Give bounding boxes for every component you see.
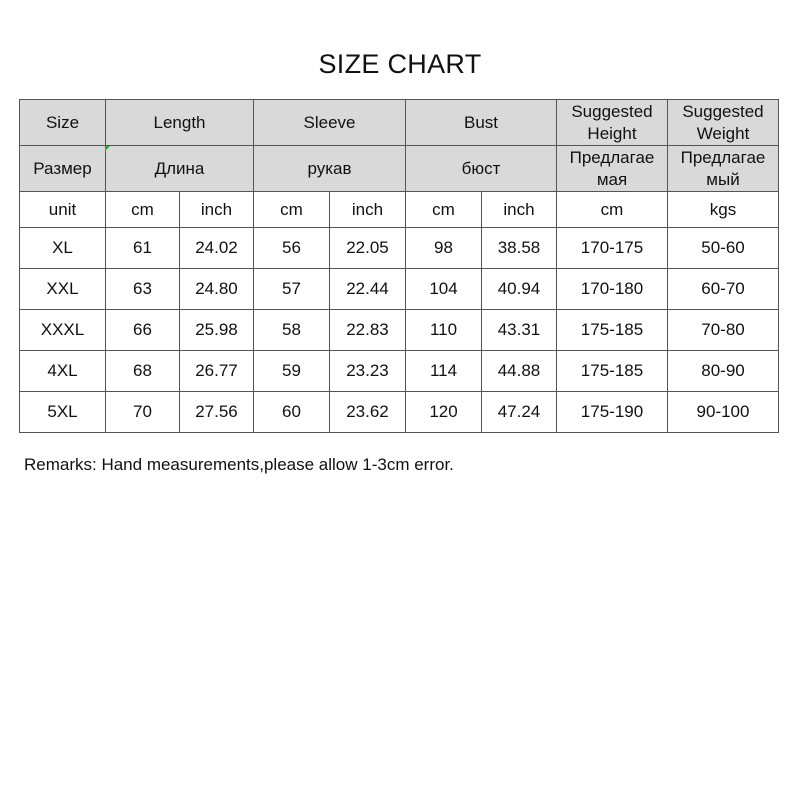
header-ru-weight-line2: мый [706, 169, 740, 189]
table-cell: 47.24 [482, 392, 557, 433]
table-cell: 40.94 [482, 269, 557, 310]
table-cell: 175-185 [557, 351, 668, 392]
header-row-russian [20, 146, 779, 192]
table-cell: 22.83 [330, 310, 406, 351]
table-cell: 80-90 [668, 351, 779, 392]
header-ru-weight [668, 146, 779, 192]
header-weight-line2: Weight [696, 123, 750, 143]
table-cell: 23.23 [330, 351, 406, 392]
unit-cell: kgs [668, 192, 779, 228]
size-cell: XL [20, 228, 106, 269]
header-ru-length: Длина [106, 146, 254, 192]
table-cell: 27.56 [180, 392, 254, 433]
table-cell: 63 [106, 269, 180, 310]
table-cell: 50-60 [668, 228, 779, 269]
table-cell: 58 [254, 310, 330, 351]
header-weight-line1: Suggested [682, 101, 764, 121]
header-ru-sleeve: рукав [254, 146, 406, 192]
table-cell: 114 [406, 351, 482, 392]
table-cell: 22.44 [330, 269, 406, 310]
table-cell: 25.98 [180, 310, 254, 351]
remarks-note: Remarks: Hand measurements,please allow 1-3cm error. [24, 455, 454, 474]
header-bust: Bust [406, 100, 557, 146]
table-cell: 61 [106, 228, 180, 269]
table-cell: 66 [106, 310, 180, 351]
table-cell: 70-80 [668, 310, 779, 351]
table-cell: 60-70 [668, 269, 779, 310]
unit-cell: unit [20, 192, 106, 228]
table-cell: 23.62 [330, 392, 406, 433]
table-cell: 24.80 [180, 269, 254, 310]
table-cell: 98 [406, 228, 482, 269]
header-ru-weight-line1: Предлагае [680, 147, 766, 167]
header-ru-size: Размер [20, 146, 106, 192]
unit-cell: cm [557, 192, 668, 228]
header-ru-bust: бюст [406, 146, 557, 192]
table-cell: 26.77 [180, 351, 254, 392]
table-row [20, 351, 779, 392]
header-height-line1: Suggested [571, 101, 653, 121]
table-cell: 43.31 [482, 310, 557, 351]
table-row [20, 269, 779, 310]
header-suggested-weight [668, 100, 779, 146]
table-cell: 170-175 [557, 228, 668, 269]
table-cell: 120 [406, 392, 482, 433]
table-cell: 56 [254, 228, 330, 269]
page-title: SIZE CHART [318, 49, 482, 79]
table-cell: 68 [106, 351, 180, 392]
header-ru-height-line2: мая [596, 169, 628, 189]
header-suggested-height [557, 100, 668, 146]
table-cell: 24.02 [180, 228, 254, 269]
table-cell: 110 [406, 310, 482, 351]
table-row [20, 392, 779, 433]
table-cell: 70 [106, 392, 180, 433]
header-length: Length [106, 100, 254, 146]
header-height-line2: Height [587, 123, 637, 143]
header-ru-height-line1: Предлагае [569, 147, 655, 167]
table-cell: 38.58 [482, 228, 557, 269]
unit-cell: inch [482, 192, 557, 228]
cell-comment-marker [105, 146, 110, 151]
table-cell: 57 [254, 269, 330, 310]
header-sleeve: Sleeve [254, 100, 406, 146]
table-cell: 175-185 [557, 310, 668, 351]
table-cell: 44.88 [482, 351, 557, 392]
header-row-english [20, 100, 779, 146]
unit-cell: cm [106, 192, 180, 228]
size-cell: XXXL [20, 310, 106, 351]
size-cell: 4XL [20, 351, 106, 392]
table-cell: 60 [254, 392, 330, 433]
table-cell: 104 [406, 269, 482, 310]
table-row [20, 228, 779, 269]
size-cell: 5XL [20, 392, 106, 433]
table-cell: 22.05 [330, 228, 406, 269]
size-chart-table [19, 99, 779, 433]
unit-cell: cm [406, 192, 482, 228]
units-row [20, 192, 779, 228]
table-cell: 170-180 [557, 269, 668, 310]
table-row [20, 310, 779, 351]
header-size: Size [20, 100, 106, 146]
unit-cell: inch [180, 192, 254, 228]
unit-cell: inch [330, 192, 406, 228]
size-cell: XXL [20, 269, 106, 310]
table-cell: 90-100 [668, 392, 779, 433]
header-ru-height [557, 146, 668, 192]
table-cell: 59 [254, 351, 330, 392]
table-cell: 175-190 [557, 392, 668, 433]
unit-cell: cm [254, 192, 330, 228]
